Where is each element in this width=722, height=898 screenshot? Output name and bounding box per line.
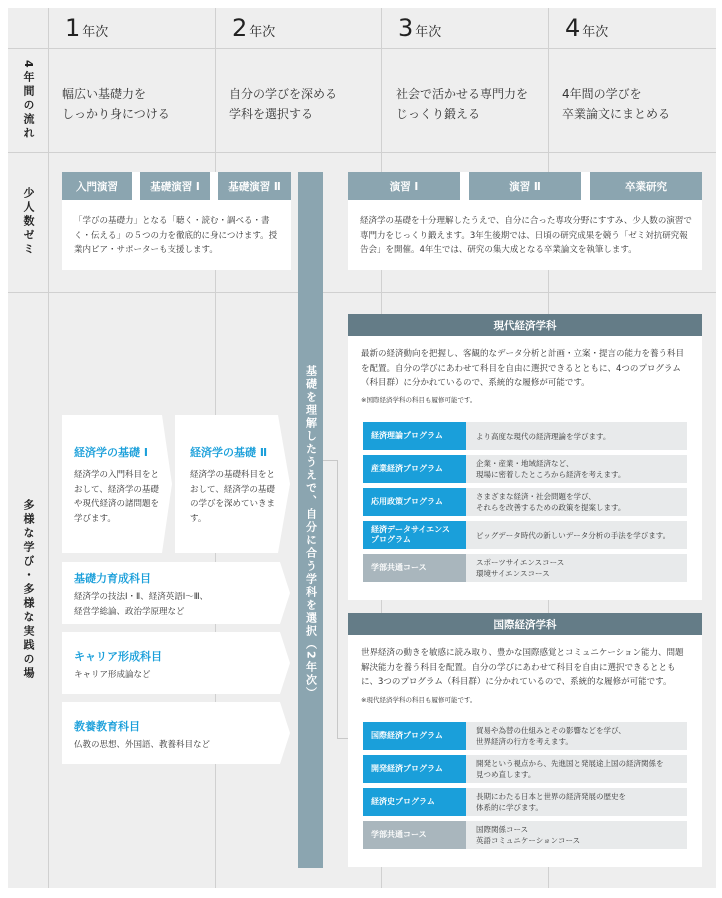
program-label: 経済データサイエンス プログラム	[363, 521, 466, 549]
program-desc: 開発という視点から、先進国と発展途上国の経済関係を 見つめ直します。	[466, 755, 687, 783]
seminar-text-late: 経済学の基礎を十分理解したうえで、自分に合った専攻分野にすすみ、少人数の演習で専門力をじっくり鍛えます。3年生後期では、日頃の研究成果を競う「ゼミ対抗研究報告会」を開催。4年生では、研究の集大成となる卒業論文を執筆します。	[360, 216, 692, 255]
row-label-seminar: 少人数ゼミ	[22, 187, 35, 257]
year-number: 3	[398, 14, 414, 42]
flow-text-year3: 社会で活かせる専門力を じっくり鍛える	[396, 87, 529, 121]
seminar-tab-1: 演習 Ⅰ	[348, 172, 460, 200]
course-2-title: キャリア形成科目	[74, 650, 162, 663]
program-desc: 国際関係コース 英語コミュニケーションコース	[466, 821, 687, 849]
course-1-title: 基礎力育成科目	[74, 572, 151, 585]
basics-1-title: 経済学の基礎 Ⅰ	[74, 446, 148, 459]
basics-1-text: 経済学の入門科目をとおして、経済学の基礎や現代経済の諸問題を学びます。	[74, 470, 160, 524]
course-3-text: 仏教の思想、外国語、教養科目など	[74, 740, 211, 750]
year-suffix: 年次	[415, 25, 442, 40]
program-desc: 貿易や為替の仕組みとその影響などを学び、 世界経済の行方を考えます。	[466, 722, 687, 750]
seminar-tab-basic-2: 基礎演習 Ⅱ	[218, 172, 291, 200]
connector-line	[323, 460, 337, 461]
seminar-tab-2: 演習 Ⅱ	[469, 172, 581, 200]
year-number: 1	[65, 14, 81, 42]
program-desc: スポーツサイエンスコース 環境サイエンスコース	[466, 554, 687, 582]
course-1-text: 経済学の技法Ⅰ・Ⅱ、経済英語Ⅰ〜Ⅲ、 経営学総論、政治学原理など	[74, 592, 209, 617]
row-label-flow: 4年間の流れ	[22, 59, 35, 141]
seminar-tab-graduation: 卒業研究	[590, 172, 702, 200]
year-suffix: 年次	[249, 25, 276, 40]
basics-2-text: 経済学の基礎科目をとおして、経済学の基礎の学びを深めていきます。	[190, 470, 276, 524]
program-label: 産業経済プログラム	[363, 455, 466, 483]
year-suffix: 年次	[82, 25, 109, 40]
department-note-international: ※現代経済学科の科目も履修可能です。	[361, 696, 477, 704]
department-note-modern: ※国際経済学科の科目も履修可能です。	[361, 396, 477, 404]
program-desc: 長期にわたる日本と世界の経済発展の歴史を 体系的に学びます。	[466, 788, 687, 816]
connector-line	[337, 460, 338, 738]
program-label: 経済史プログラム	[363, 788, 466, 816]
program-label: 経済理論プログラム	[363, 422, 466, 450]
program-label: 応用政策プログラム	[363, 488, 466, 516]
program-label: 学部共通コース	[363, 821, 466, 849]
program-desc: 企業・産業・地域経済など、 現場に密着したところから経済を考えます。	[466, 455, 687, 483]
department-desc-modern: 最新の経済動向を把握し、客観的なデータ分析と計画・立案・提言の能力を養う科目を配置。自分の学びにあわせて科目を自由に選択できるとともに、4つのプログラム（科目群）に分かれているので、系統的な履修が可能です。	[361, 349, 685, 388]
program-desc: さまざまな経済・社会問題を学び、 それらを改善するための政策を提案します。	[466, 488, 687, 516]
course-3-title: 教養教育科目	[74, 720, 140, 733]
program-label: 開発経済プログラム	[363, 755, 466, 783]
program-label: 国際経済プログラム	[363, 722, 466, 750]
department-title-modern: 現代経済学科	[348, 314, 702, 336]
department-selection-text: 基礎を理解したうえで、自分に合う学科を選択（2年次）	[304, 365, 318, 700]
flow-text-year4: 4年間の学びを 卒業論文にまとめる	[562, 87, 671, 121]
basics-2-title: 経済学の基礎 Ⅱ	[190, 446, 268, 459]
department-desc-international: 世界経済の動きを敏感に読み取り、豊かな国際感覚とコミュニケーション能力、問題解決能力を養う科目を配置。自分の学びにあわせて科目を自由に選択できるとともに、3つのプログラム（科目群）に分かれているので、系統的な履修が可能です。	[361, 648, 684, 687]
seminar-tab-basic-1: 基礎演習 Ⅰ	[140, 172, 210, 200]
program-label: 学部共通コース	[363, 554, 466, 582]
flow-text-year2: 自分の学びを深める 学科を選択する	[229, 87, 338, 121]
year-suffix: 年次	[582, 25, 609, 40]
program-desc: ビッグデータ時代の新しいデータ分析の手法を学びます。	[466, 521, 687, 549]
seminar-tab-intro: 入門演習	[62, 172, 132, 200]
department-title-international: 国際経済学科	[348, 613, 702, 635]
program-desc: より高度な現代の経済理論を学びます。	[466, 422, 687, 450]
course-2-text: キャリア形成論など	[74, 670, 151, 680]
seminar-text-early: 「学びの基礎力」となる「聴く・読む・調べる・書く・伝える」の５つの力を徹底的に身につけます。授業内ピア・サポーターも支援します。	[74, 216, 278, 255]
year-number: 2	[232, 14, 248, 42]
year-number: 4	[565, 14, 581, 42]
flow-text-year1: 幅広い基礎力を しっかり身につける	[62, 87, 170, 121]
row-label-practice: 多様な学び・多様な実践の場	[22, 499, 35, 681]
connector-line	[337, 738, 348, 739]
